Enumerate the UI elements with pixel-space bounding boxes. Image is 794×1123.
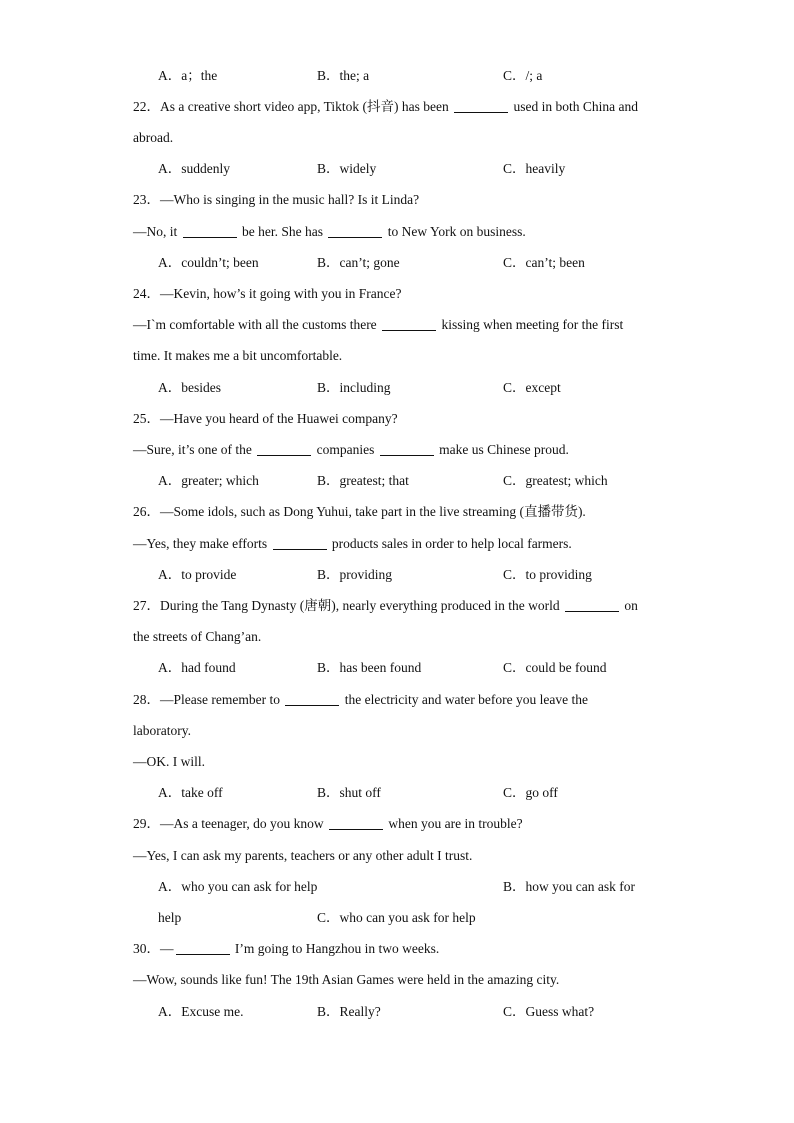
q28-option-a[interactable]: A．take off	[158, 785, 223, 800]
q30-dialog: —Wow, sounds like fun! The 19th Asian Games were held in the amazing city.	[133, 972, 560, 987]
q27-option-a[interactable]: A．had found	[158, 660, 236, 675]
q26-option-b[interactable]: B．providing	[317, 567, 393, 582]
q25-option-b[interactable]: B．greatest; that	[317, 473, 409, 488]
answer-blank	[328, 236, 382, 238]
answer-blank	[273, 548, 327, 550]
q22-option-b[interactable]: B．widely	[317, 161, 377, 176]
q29-option-a[interactable]: A．who you can ask for help	[158, 879, 318, 894]
q21-options	[0, 66, 794, 86]
answer-blank	[176, 953, 230, 955]
q22-stem-cont: abroad.	[133, 130, 174, 145]
q26-options	[0, 565, 794, 585]
q30-option-b[interactable]: B．Really?	[317, 1004, 381, 1019]
q28-option-b[interactable]: B．shut off	[317, 785, 381, 800]
answer-blank	[285, 704, 339, 706]
q22-option-a[interactable]: A．suddenly	[158, 161, 230, 176]
q29-options-row2	[0, 908, 794, 928]
q23-options	[0, 253, 794, 273]
q28-option-c[interactable]: C．go off	[503, 785, 558, 800]
q22-stem: 22．As a creative short video app, Tiktok (抖音) has been used in both China and	[133, 99, 638, 114]
q21-option-c[interactable]: C．/; a	[503, 68, 543, 83]
q25-option-a[interactable]: A．greater; which	[158, 473, 259, 488]
q26-dialog: —Yes, they make efforts products sales in order to help local farmers.	[133, 536, 572, 551]
q24-option-a[interactable]: A．besides	[158, 380, 221, 395]
q29-stem: 29．—As a teenager, do you know when you are in trouble?	[133, 816, 523, 831]
answer-blank	[454, 111, 508, 113]
answer-blank	[257, 454, 311, 456]
q28-stem: 28．—Please remember to the electricity and water before you leave the	[133, 692, 588, 707]
answer-blank	[382, 329, 436, 331]
answer-blank	[183, 236, 237, 238]
q24-option-c[interactable]: C．except	[503, 380, 561, 395]
answer-blank	[380, 454, 434, 456]
q27-options	[0, 658, 794, 678]
q27-option-b[interactable]: B．has been found	[317, 660, 422, 675]
q29-option-b[interactable]: B．how you can ask for	[503, 879, 635, 894]
q29-dialog: —Yes, I can ask my parents, teachers or any other adult I trust.	[133, 848, 473, 863]
q22-options	[0, 159, 794, 179]
q30-option-a[interactable]: A．Excuse me.	[158, 1004, 244, 1019]
q26-stem: 26．—Some idols, such as Dong Yuhui, take part in the live streaming (直播带货).	[133, 504, 586, 519]
q24-options	[0, 378, 794, 398]
q27-option-c[interactable]: C．could be found	[503, 660, 607, 675]
q23-option-c[interactable]: C．can’t; been	[503, 255, 585, 270]
q24-option-b[interactable]: B．including	[317, 380, 391, 395]
q23-dialog: —No, it be her. She has to New York on business.	[133, 224, 526, 239]
q29-option-c[interactable]: C．who can you ask for help	[317, 910, 476, 925]
q30-options	[0, 1002, 794, 1022]
q21-option-a[interactable]: A．a；the	[158, 68, 218, 83]
q27-stem: 27．During the Tang Dynasty (唐朝), nearly everything produced in the world on	[133, 598, 638, 613]
q21-option-b[interactable]: B．the; a	[317, 68, 370, 83]
q28-options	[0, 783, 794, 803]
answer-blank	[329, 828, 383, 830]
answer-blank	[565, 610, 619, 612]
q24-stem: 24．—Kevin, how’s it going with you in France?	[133, 286, 402, 301]
q28-stem-cont: laboratory.	[133, 723, 191, 738]
q25-option-c[interactable]: C．greatest; which	[503, 473, 608, 488]
q23-option-a[interactable]: A．couldn’t; been	[158, 255, 259, 270]
q25-stem: 25．—Have you heard of the Huawei company?	[133, 411, 398, 426]
q24-dialog-cont: time. It makes me a bit uncomfortable.	[133, 348, 343, 363]
q27-stem-cont: the streets of Chang’an.	[133, 629, 262, 644]
q30-option-c[interactable]: C．Guess what?	[503, 1004, 595, 1019]
q26-option-c[interactable]: C．to providing	[503, 567, 592, 582]
q22-option-c[interactable]: C．heavily	[503, 161, 566, 176]
q29-options-row1	[0, 877, 794, 897]
q25-options	[0, 471, 794, 491]
q23-option-b[interactable]: B．can’t; gone	[317, 255, 400, 270]
q23-stem: 23．—Who is singing in the music hall? Is it Linda?	[133, 192, 420, 207]
q25-dialog: —Sure, it’s one of the companies make us Chinese proud.	[133, 442, 569, 457]
q24-dialog: —I`m comfortable with all the customs there kissing when meeting for the first	[133, 317, 624, 332]
q26-option-a[interactable]: A．to provide	[158, 567, 237, 582]
q30-stem: 30．— I’m going to Hangzhou in two weeks.	[133, 941, 440, 956]
q29-option-b-cont[interactable]: help	[158, 910, 182, 925]
q28-dialog: —OK. I will.	[133, 754, 205, 769]
